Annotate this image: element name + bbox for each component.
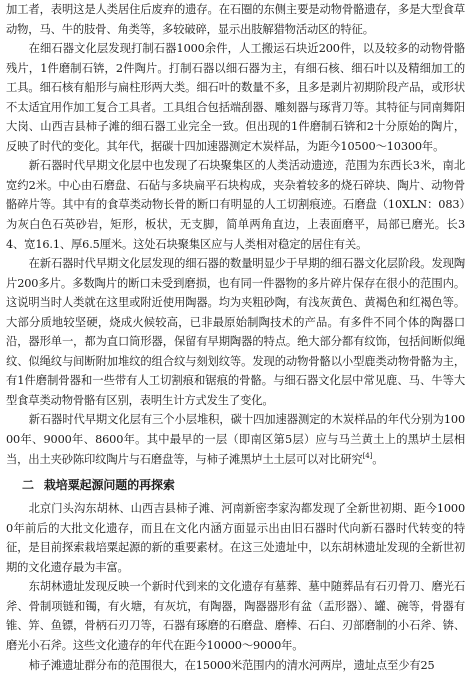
paragraph-2: 在细石器文化层发现打制石器1000余件，人工搬运石块近200件，以及较多的动物骨骼残片，1件磨制石锛，2件陶片。打制石器以细石器为主，有细石核、细石叶以及精细加工的工具。细石核有船形与扁柱形两大类。细石叶的数量不多，且多是剥片初期阶段产品，或形状不太适宜用作加工复合工具者。工具组合包括端刮器、雕刻器与琢背刀等。其特征与同南舞阳大岗、山西吉县柿子滩的细石器工业完全一致。但出现的1件磨制石锛和2十分原始的陶片，反映了时代的变化。其年代，据碳十四加速器测定木炭样品，为距今10500～10300年。 <box>6 42 465 153</box>
paragraph-5-text: 新石器时代早期文化层有三个小层堆积，碳十四加速器测定的木炭样品的年代分别为10000年、9000年、8600年。其中最早的一层（即南区第5层）应与马兰黄土上的黑垆土层相当，出土夹砂陈印纹陶片与石磨盘等，与柿子滩黑垆土土层可以对比研究 <box>6 413 465 466</box>
paragraph-5 <box>6 410 465 469</box>
section-title: 栽培粟起源问题的再探索 <box>43 478 175 493</box>
paragraph-6: 北京门头沟东胡林、山西吉县柿子滩、河南新密李家沟都发现了全新世初期、距今10000年前后的大批文化遗存，而且在文化内涵方面显示出由旧石器时代向新石器时代转变的特征，是目前探索栽培粟起源的新的重要素材。在这三处遗址中，以东胡林遗址发现的全新世初期的文化遗存最为丰富。 <box>6 502 465 574</box>
paragraph-5-tail: 。 <box>372 452 384 466</box>
paragraph-1: 加工者，表明这是人类居住后废弃的遗存。在石圈的东侧主要是动物骨骼遗存，多是大型食草动物，马、牛的肢骨、角类等，多较破碎，显示出肢解猎物活动区的特征。 <box>6 3 465 36</box>
citation-ref: [4] <box>362 451 373 460</box>
paragraph-7: 东胡林遗址发现反映一个新时代到来的文化遗存有墓葬、墓中随葬品有石刃骨刀、磨光石斧、骨制项链和镯，有火塘，有灰坑，有陶器，陶器器形有盆（盂形器）、罐、碗等，骨器有锥、笄、鱼镖，骨柄石刃刀等，石器有琢磨的石磨盘、磨棒、石臼、刃部磨制的小石斧、锛、磨光小石斧。这些文化遗存的年代在距今10000～9000年。 <box>6 580 465 652</box>
paragraph-8: 柿子滩遗址群分布的范围很大，在15000米范围内的清水河两岸，遗址点至少有25 <box>28 658 435 672</box>
paragraph-3: 新石器时代早期文化层中也发现了石块聚集区的人类活动遗迹，范围为东西长3米，南北宽约2米。中心由石磨盘、石砧与多块扁平石块构成，夹杂着较多的烧石碎块、陶片、动物骨骼碎片等。其中有的食草类动物长骨的断口有明显的人工切割痕迹。石磨盘（10XLN：083）为灰白色石英砂岩，矩形，板状，无支脚，简单两角直边，上表面磨平，局部已磨光。长34、宽16.1、厚6.5厘米。这处石块聚集区应与人类相对稳定的居住有关。 <box>6 159 465 251</box>
section-heading <box>6 475 465 495</box>
paragraph-4: 在新石器时代早期文化层发现的细石器的数量明显少于早期的细石器文化层阶段。发现陶片200多片。多数陶片的断口未受到磨损，也有同一件器物的多片碎片保存在很小的范围内。这说明当时人类就在这里或附近使用陶器。均为夹粗砂陶，有浅灰黄色、黄褐色和红褐色等。大部分质地较坚硬，烧成火候较高，已非最原始制陶技术的产品。有多件不同个体的陶器口沿，器形单一，都为直口筒形器，保留有早期陶器的特点。绝大部分都有纹饰，包括间断似绳纹、似绳纹与间断附加堆纹的组合纹与刻划纹等。发现的动物骨骼以小型鹿类动物骨骼为主，有1件磨制骨器和一些带有人工切割痕和锯痕的骨骼。与细石器文化层中常见鹿、马、牛等大型食草类动物骨骼有区别，表明生计方式发生了变化。 <box>6 257 465 407</box>
section-number: 二 <box>22 478 34 493</box>
